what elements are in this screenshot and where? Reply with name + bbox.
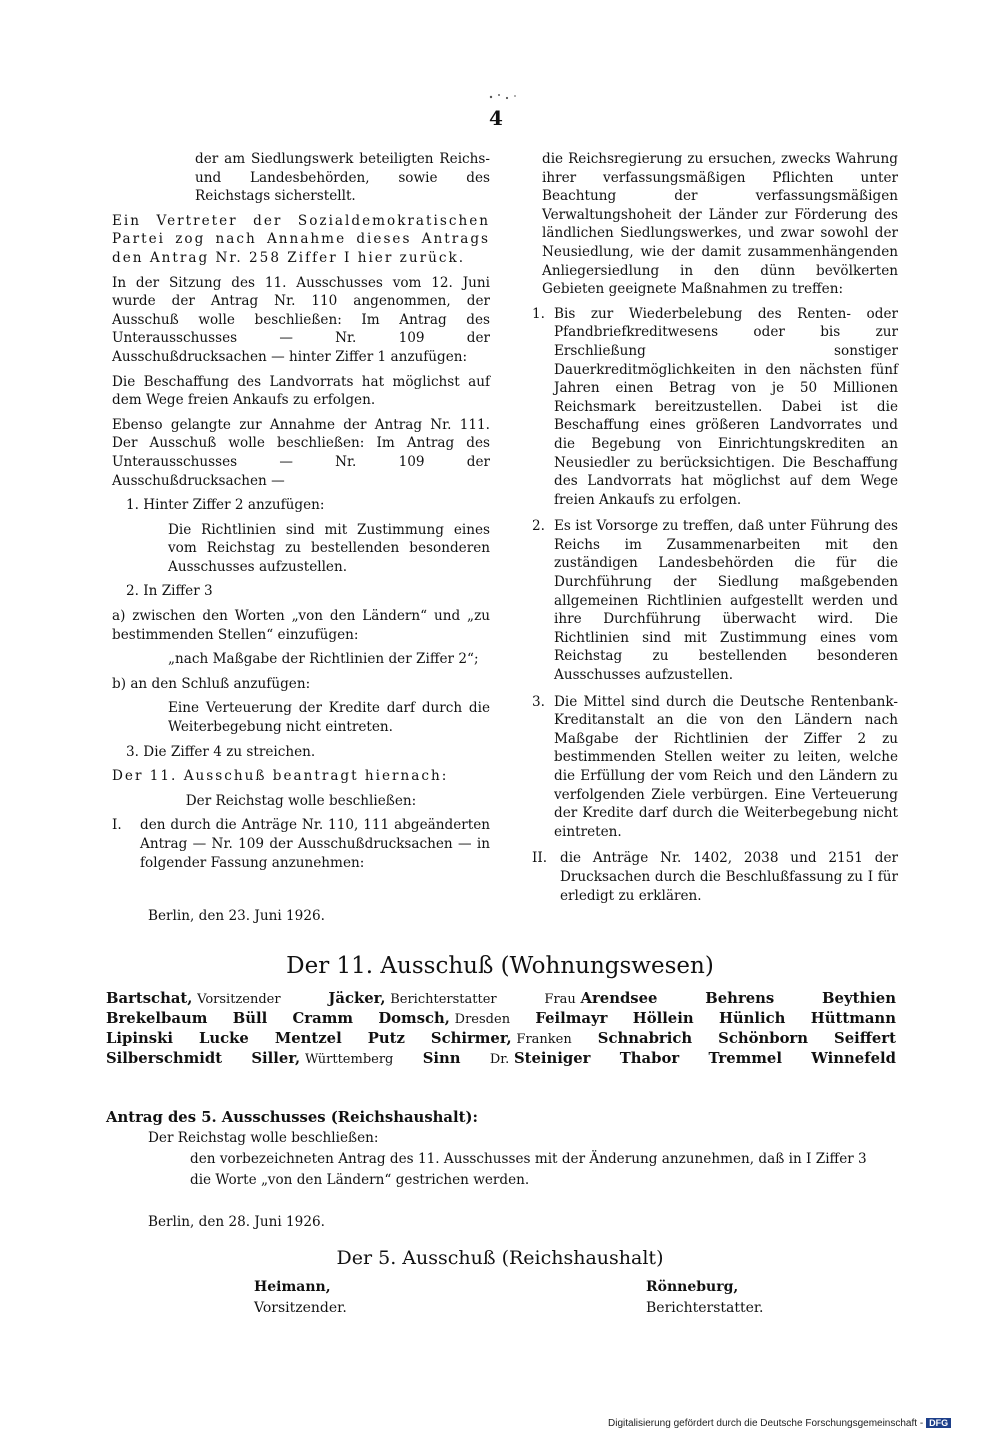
paragraph: Ein Vertreter der Sozialdemokratischen Partei zog nach Annahme dieses Antrags den Antrag Nr. 258 Ziffer I hier zurück. xyxy=(112,212,490,266)
dfg-logo: DFG xyxy=(926,1418,951,1428)
members-line xyxy=(106,1049,896,1069)
list-item xyxy=(532,693,898,842)
item-number: 2. xyxy=(532,518,545,535)
antrag-text: den vorbezeichneten Antrag des 11. Ausschusses mit der Änderung anzunehmen, daß in I Ziffer 3 xyxy=(190,1151,867,1167)
list-item xyxy=(532,305,898,510)
item-text: die Anträge Nr. 1402, 2038 und 2151 der Drucksachen durch die Beschlußfassung zu I für erledigt zu erklären. xyxy=(560,850,898,904)
member-entry xyxy=(251,1049,393,1069)
member-prefix: Dr. xyxy=(489,1052,510,1067)
member-name: Domsch, xyxy=(378,1010,450,1027)
member-name: Feilmayr xyxy=(535,1010,608,1027)
member-name: Behrens xyxy=(705,990,775,1007)
member-entry xyxy=(431,1029,572,1049)
footer-text: Digitalisierung gefördert durch die Deutsche Forschungsgemeinschaft - xyxy=(608,1418,924,1429)
resolution-list xyxy=(532,849,898,905)
signature-chair xyxy=(254,1277,347,1319)
list-item xyxy=(532,517,898,684)
quoted-insertion: Eine Verteuerung der Kredite darf durch die Weiterbegebung nicht eintreten. xyxy=(168,700,490,736)
right-column xyxy=(532,150,898,913)
member-entry xyxy=(490,1049,591,1069)
resolution-formula: Der Reichstag wolle beschließen: xyxy=(148,1130,379,1146)
list-item: 2. In Ziffer 3 xyxy=(126,583,213,600)
committee-11-title: Der 11. Ausschuß (Wohnungswesen) xyxy=(286,953,714,979)
quoted-insertion: Die Beschaffung des Landvorrats hat möglichst auf dem Wege freien Ankaufs zu erfolgen. xyxy=(112,373,490,409)
member-name: Tremmel xyxy=(708,1050,782,1067)
member-name: Sinn xyxy=(422,1050,461,1067)
item-text: Die Mittel sind durch die Deutsche Rentenbank-Kreditanstalt an die von den Ländern nach Maßgabe der Richtlinien der Ziffer 2 zu bestimmenden Stellen weiter zu leiten, welche die Erfüllung der vom Reich und den Ländern zu verfolgenden Ziele verbürgen. Eine Verteuerung der Kredite darf durch die Weiterbegebung nicht eintreten. xyxy=(554,693,898,840)
member-prefix: Frau xyxy=(544,992,576,1007)
member-name: Bartschat, xyxy=(106,990,193,1007)
member-name: Höllein xyxy=(632,1010,694,1027)
paragraph: die Reichsregierung zu ersuchen, zwecks Wahrung ihrer verfassungsmäßigen Pflichten unter Beachtung der verfassungsmäßigen Verwaltungshoheit der Länder zur Förderung des ländlichen Siedlungswerkes, und zwar sowohl der Neusiedlung, wie der damit zusammenhängenden Anliegersiedlung in den dünn bevölkerten Gebieten geeignete Maßnahmen zu treffen: xyxy=(542,151,898,298)
antrag-text: die Worte „von den Ländern“ gestrichen werden. xyxy=(190,1172,530,1188)
member-name: Schnabrich xyxy=(597,1030,693,1047)
member-name: Putz xyxy=(367,1030,405,1047)
quoted-insertion: „nach Maßgabe der Richtlinien der Ziffer 2“; xyxy=(168,651,479,668)
resolution-list xyxy=(112,816,490,872)
signature-name: Rönneburg, xyxy=(646,1279,739,1295)
member-name: Siller, xyxy=(251,1050,301,1067)
members-line xyxy=(106,1009,896,1029)
signature-rapporteur xyxy=(646,1277,764,1319)
item-number: I. xyxy=(112,817,122,834)
date-line: Berlin, den 28. Juni 1926. xyxy=(148,1214,325,1230)
list-item xyxy=(112,816,490,872)
member-name: Winnefeld xyxy=(811,1050,896,1067)
members-line xyxy=(106,1029,896,1049)
resolution-formula: Der Reichstag wolle beschließen: xyxy=(185,792,417,809)
member-name: Lipinski xyxy=(106,1030,173,1047)
numbered-list xyxy=(532,305,898,842)
member-name: Thabor xyxy=(619,1050,680,1067)
page-number: 4 xyxy=(489,106,503,130)
committee-5-title: Der 5. Ausschuß (Reichshaushalt) xyxy=(336,1247,664,1269)
member-entry xyxy=(106,989,281,1009)
member-role: Württemberg xyxy=(304,1052,394,1067)
date-line: Berlin, den 23. Juni 1926. xyxy=(148,908,325,924)
member-role: Dresden xyxy=(454,1012,511,1027)
library-stamp-mark xyxy=(485,92,523,102)
item-text: Bis zur Wiederbelebung des Renten- oder Pfandbriefkreditwesens oder bis zur Erschließung sonstiger Dauerkreditmöglichkeiten in den nächsten fünf Jahren einen Betrag von je 50 Millionen Reichsmark bereitzustellen. Dabei ist die Beschaffung eines größeren Landvorrates und die Begebung von Einrichtungskrediten an Neusiedler zu berücksichtigen. Die Beschaffung des Landvorrats hat möglichst auf dem Wege freien Ankaufs zu erfolgen. xyxy=(554,305,898,508)
paragraph: In der Sitzung des 11. Ausschusses vom 12. Juni wurde der Antrag Nr. 110 angenommen, der Ausschuß wolle beschließen: Im Antrag des Unterausschusses — Nr. 109 der Ausschußdrucksachen — hinter Ziffer 1 anzufügen: xyxy=(112,274,490,365)
member-name: Cramm xyxy=(292,1010,354,1027)
signature-role: Berichterstatter. xyxy=(646,1300,764,1316)
member-role: Berichterstatter xyxy=(390,992,497,1007)
paragraph: Ebenso gelangte zur Annahme der Antrag Nr. 111. Der Ausschuß wolle beschließen: Im Antrag des Unterausschusses — Nr. 109 der Ausschußdrucksachen — xyxy=(112,416,490,489)
member-name: Schirmer, xyxy=(430,1030,512,1047)
member-role: Vorsitzender xyxy=(197,992,281,1007)
antrag-heading: Antrag des 5. Ausschusses (Reichshaushalt): xyxy=(106,1109,478,1126)
signature-name: Heimann, xyxy=(254,1279,331,1295)
member-name: Lucke xyxy=(199,1030,249,1047)
item-number: II. xyxy=(532,850,548,867)
committee-members xyxy=(106,989,896,1069)
member-name: Büll xyxy=(232,1010,268,1027)
list-item: a) zwischen den Worten „von den Ländern“ und „zu bestimmenden Stellen“ einzufügen: xyxy=(112,608,490,643)
item-number: 3. xyxy=(532,693,545,710)
member-name: Hünlich xyxy=(718,1010,786,1027)
digitization-footer xyxy=(608,1418,951,1429)
item-text: Es ist Vorsorge zu treffen, daß unter Führung des Reichs im Zusammenarbeiten mit den zuständigen Landesbehörden die für die Durchführung der Siedlung maßgebenden allgemeinen Richtlinien aufgestellt werden und ihre Durchführung überwacht wird. Die Richtlinien sind mit Zustimmung eines vom Reichstag zu bestellenden besonderen Ausschusses aufzustellen. xyxy=(554,518,898,684)
member-entry xyxy=(378,1009,510,1029)
member-entry xyxy=(328,989,496,1009)
item-number: 1. xyxy=(532,305,545,322)
member-name: Jäcker, xyxy=(328,990,386,1007)
quoted-insertion: Die Richtlinien sind mit Zustimmung eines vom Reichstag zu bestellenden besonderen Ausschusses aufzustellen. xyxy=(168,521,490,575)
left-column xyxy=(112,150,490,880)
member-entry xyxy=(544,989,657,1009)
list-item: b) an den Schluß anzufügen: xyxy=(112,675,311,692)
member-name: Mentzel xyxy=(274,1030,342,1047)
item-text: den durch die Anträge Nr. 110, 111 abgeänderten Antrag — Nr. 109 der Ausschußdrucksachen — in folgender Fassung anzunehmen: xyxy=(140,817,490,871)
member-name: Arendsee xyxy=(580,990,658,1007)
antrag-5-section xyxy=(106,1107,896,1191)
member-name: Beythien xyxy=(822,990,896,1007)
signature-role: Vorsitzender. xyxy=(254,1300,347,1316)
paragraph: Der 11. Ausschuß beantragt hiernach: xyxy=(112,768,449,785)
paragraph: der am Siedlungswerk beteiligten Reichs- und Landesbehörden, sowie des Reichstags sicherstellt. xyxy=(195,151,490,205)
list-item: 1. Hinter Ziffer 2 anzufügen: xyxy=(126,497,325,514)
member-name: Schönborn xyxy=(718,1030,808,1047)
member-name: Seiffert xyxy=(834,1030,896,1047)
member-name: Steiniger xyxy=(513,1050,591,1067)
members-line xyxy=(106,989,896,1009)
member-name: Brekelbaum xyxy=(106,1010,208,1027)
member-name: Hüttmann xyxy=(810,1010,896,1027)
member-role: Franken xyxy=(516,1032,572,1047)
member-name: Silberschmidt xyxy=(106,1050,223,1067)
list-item xyxy=(532,849,898,905)
list-item: 3. Die Ziffer 4 zu streichen. xyxy=(126,743,316,760)
